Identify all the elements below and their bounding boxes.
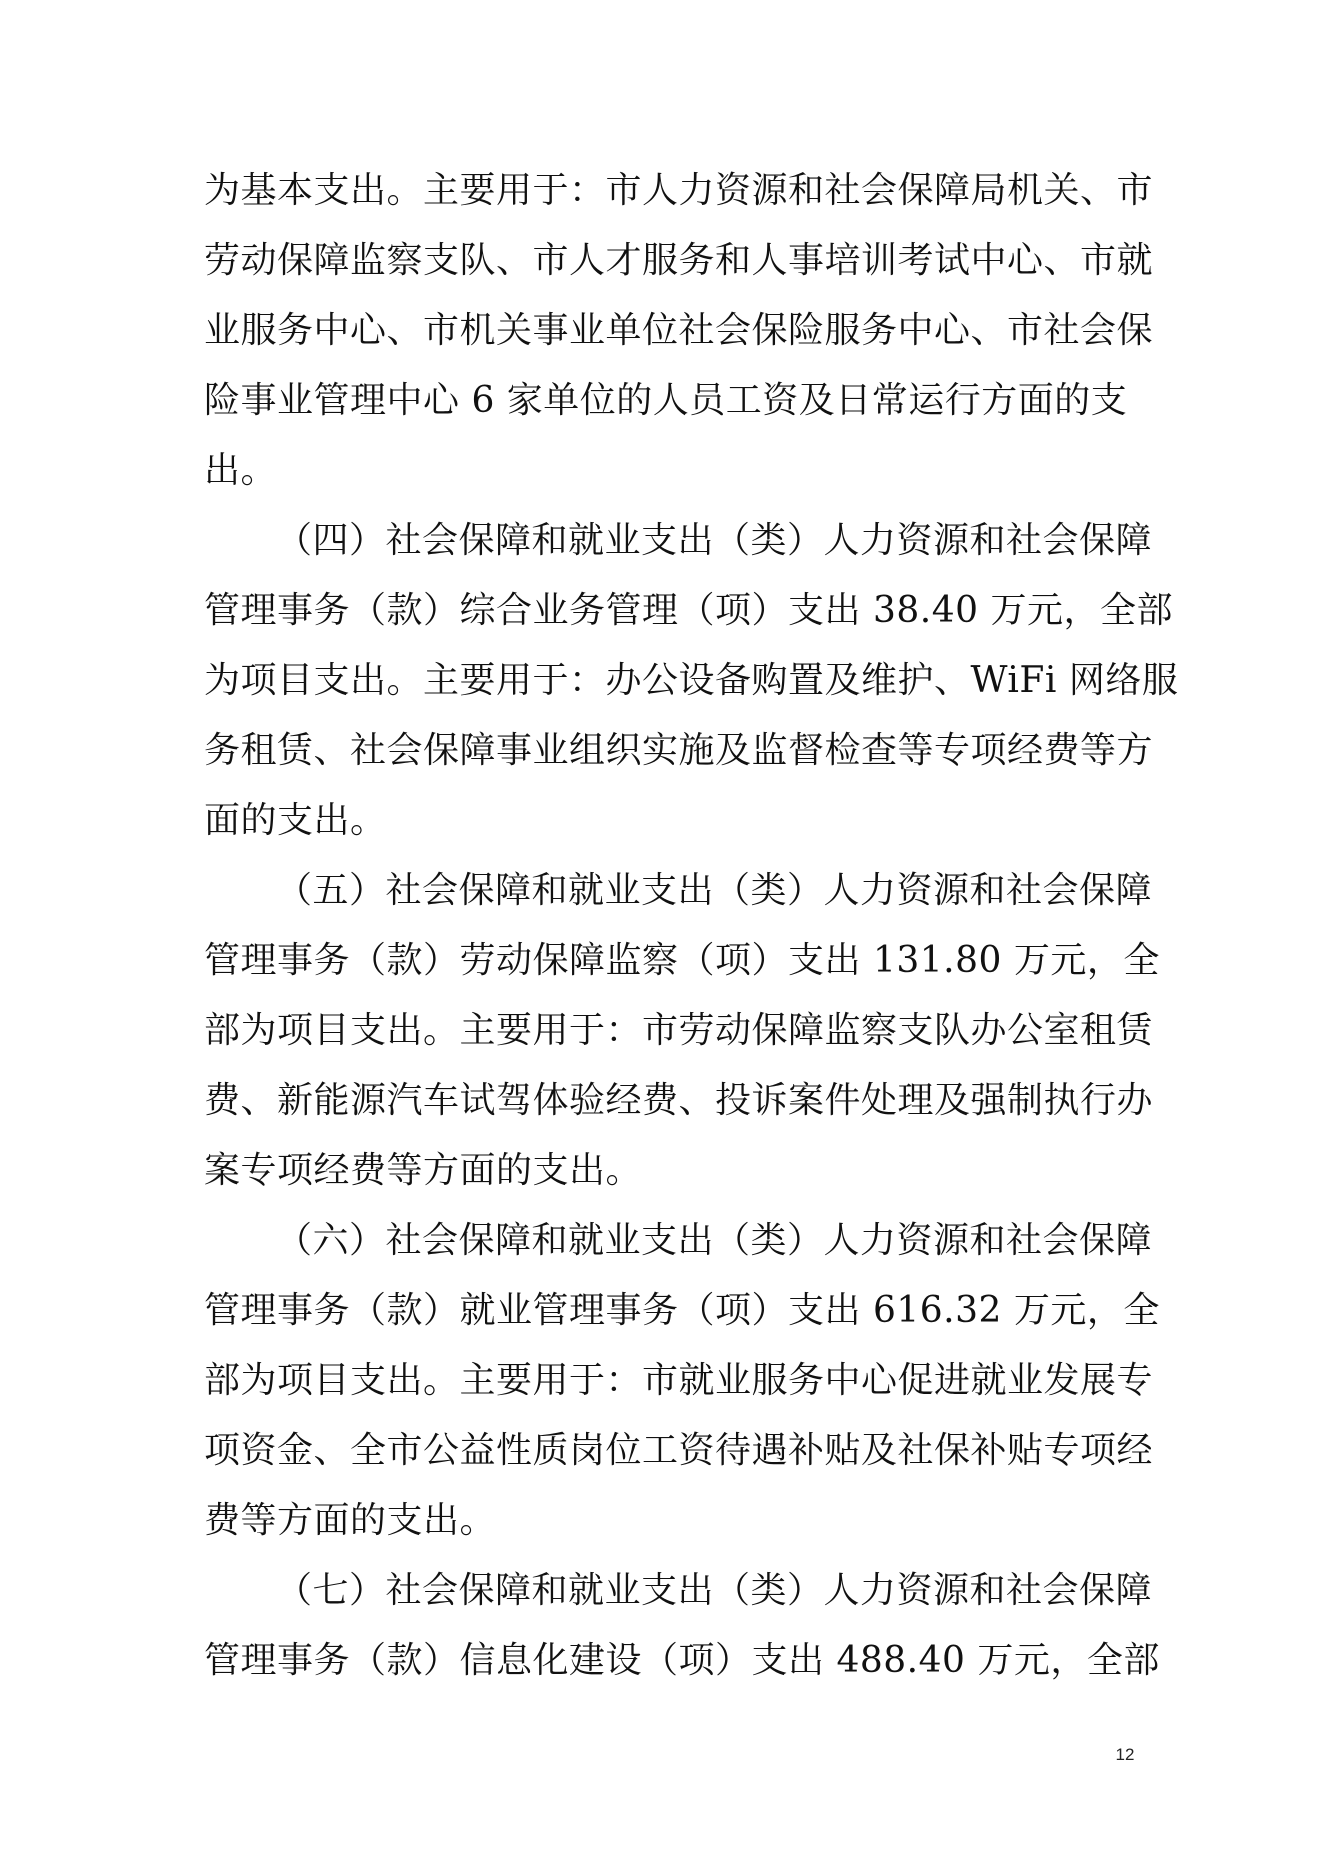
page-number: 12 <box>1115 1745 1135 1764</box>
text-line: 出。 <box>204 450 278 491</box>
text-line: 管理事务（款）信息化建设（项）支出 488.40 万元，全部 <box>204 1640 1160 1681</box>
paragraph-heading-line: （五）社会保障和就业支出（类）人力资源和社会保障 <box>276 870 1153 911</box>
text-line: 项资金、全市公益性质岗位工资待遇补贴及社保补贴专项经 <box>204 1430 1154 1471</box>
paragraph-heading-line: （六）社会保障和就业支出（类）人力资源和社会保障 <box>276 1220 1153 1261</box>
text-line: 案专项经费等方面的支出。 <box>204 1150 643 1191</box>
text-line: 管理事务（款）劳动保障监察（项）支出 131.80 万元，全 <box>204 940 1160 981</box>
text-line: 部为项目支出。主要用于：市就业服务中心促进就业发展专 <box>204 1360 1154 1401</box>
text-line: 费等方面的支出。 <box>204 1500 497 1541</box>
text-line: 费、新能源汽车试驾体验经费、投诉案件处理及强制执行办 <box>204 1080 1154 1121</box>
text-line: 管理事务（款）就业管理事务（项）支出 616.32 万元，全 <box>204 1290 1160 1331</box>
text-line: 管理事务（款）综合业务管理（项）支出 38.40 万元，全部 <box>204 590 1173 631</box>
paragraph-heading-line: （七）社会保障和就业支出（类）人力资源和社会保障 <box>276 1570 1153 1611</box>
text-line: 劳动保障监察支队、市人才服务和人事培训考试中心、市就 <box>204 240 1154 281</box>
text-line: 为项目支出。主要用于：办公设备购置及维护、WiFi 网络服 <box>204 660 1179 701</box>
text-line: 为基本支出。主要用于：市人力资源和社会保障局机关、市 <box>204 170 1154 211</box>
text-line: 部为项目支出。主要用于：市劳动保障监察支队办公室租赁 <box>204 1010 1154 1051</box>
paragraph-heading-line: （四）社会保障和就业支出（类）人力资源和社会保障 <box>276 520 1153 561</box>
text-line: 面的支出。 <box>204 800 387 841</box>
text-line: 务租赁、社会保障事业组织实施及监督检查等专项经费等方 <box>204 730 1154 771</box>
text-line: 业服务中心、市机关事业单位社会保险服务中心、市社会保 <box>204 310 1154 351</box>
text-line: 险事业管理中心 6 家单位的人员工资及日常运行方面的支 <box>204 380 1128 421</box>
